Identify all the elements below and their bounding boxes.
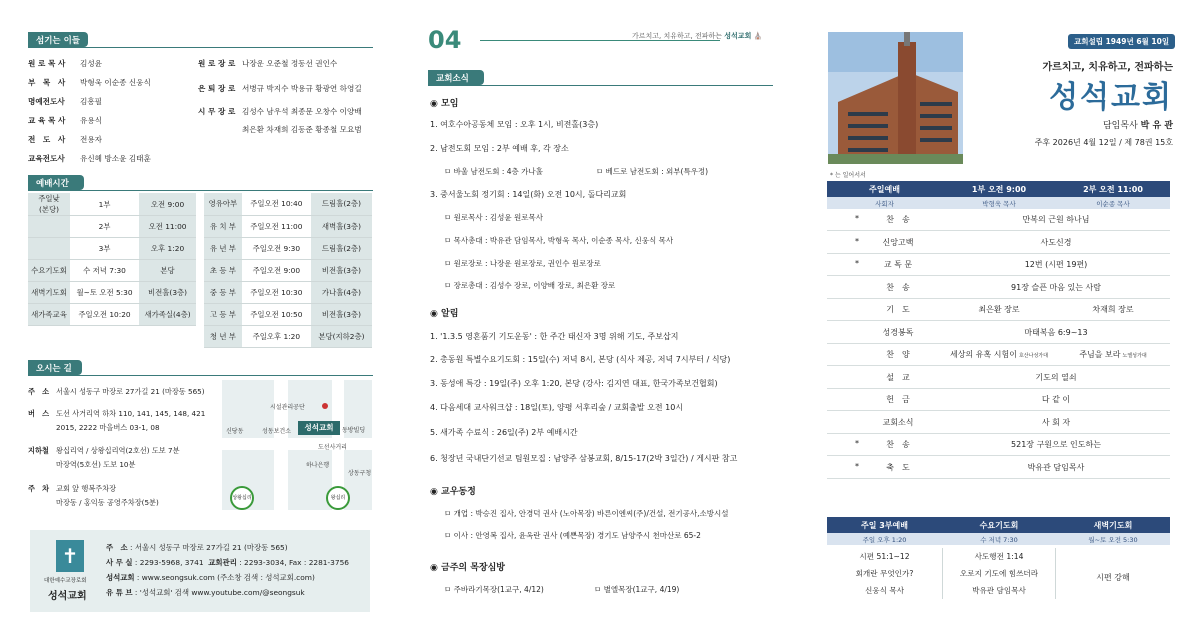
worship-order-row [827,232,1170,254]
order-item-value: 91장 슬픈 마음 있는 사람 [1011,282,1101,292]
direction-text: 도선 사거리역 하차 110, 141, 145, 148, 421 [56,409,206,418]
order-item-label: 찬 송 [886,215,910,224]
map-label: 동방빌딩 [342,427,366,434]
middle-panel [400,0,800,641]
table-row [28,304,196,326]
order-item-label: 기 도 [886,305,910,314]
label: 성석교회 [106,573,135,582]
order-item-label: 찬 송 [886,282,910,292]
order-item-value: 사 회 자 [1041,417,1071,427]
staff-row [28,77,151,88]
table-row [204,259,372,281]
staff-names: 김성윤 [80,59,103,68]
table-cell: 초 등 부 [204,259,242,281]
table-cell: 유 치 부 [204,215,242,237]
table-cell: 월~토 오전 5:30 [70,282,139,304]
direction-label: 버 스 [28,409,50,418]
table-cell: 주일낮 (본당) [28,193,70,216]
list-item: 4. 다음세대 교사워크샵 : 18일(토), 양평 서후리숲 / 교회출발 오전 10시 [430,403,684,412]
list-item: 5. 새가족 수료식 : 26일(주) 2부 예배시간 [430,428,578,437]
direction-label: 지하철 [28,446,49,455]
map-label: 성동보건소 [262,428,291,435]
staff-row [28,134,102,145]
direction-text: 서울시 성동구 마장로 27가길 21 (마장동 565) [56,387,205,396]
notices-heading: ◉ 알림 [430,309,459,319]
order-item-value: 세상의 유혹 시험이 호산나성가대 [950,350,1048,359]
table-cell: 새벽홀(3층) [311,215,372,237]
table-cell: 가나홀(4층) [311,281,372,303]
worship-order-row [827,277,1170,299]
staff-row [28,96,102,107]
staff-row [28,115,102,126]
order-item-label: 헌 금 [886,395,910,404]
staff-row [198,106,362,117]
table-cell: 주일오전 10:30 [242,281,311,303]
established-badge: 교회설립 1949년 6월 10일 [1068,34,1175,49]
worship-order-row [827,412,1170,434]
list-item: ㅁ 원로목사 : 김성윤 원로목사 [444,213,544,222]
table-cell: 영유아부 [204,193,242,215]
staff-names: 나장운 오준철 정동선 권인수 [242,59,338,68]
direction-text: 마장동 / 홍익동 공영주차장(5분) [56,498,159,507]
staff-role: 원 로 장 로 [198,59,236,68]
table-cell: 주일오전 10:20 [70,304,139,326]
table-row [204,237,372,259]
staff-role: 교 육 목 사 [28,116,66,125]
direction-label: 주 소 [28,387,50,396]
table-cell: 주일오전 11:00 [242,215,311,237]
label: 교회관리 [208,558,237,567]
table-cell: 비전홀(3층) [139,282,196,304]
staff-role: 전 도 사 [28,135,66,144]
staff-names: 최은환 차재희 김동준 황종철 모요범 [242,125,362,134]
table-cell: 수 저녁 7:30 [70,260,139,282]
servants-header: 섬기는 이들 [28,32,88,47]
order-item-label: 찬 양 [886,350,910,359]
worship-order-row [827,344,1170,366]
subway-station-icon: 상왕십리 [230,486,254,510]
order-item-value: 기도의 열쇠 [1035,372,1077,382]
worship-order-row [827,299,1170,321]
home-visit-heading: ◉ 금주의 목장심방 [430,563,505,573]
list-item: ㅁ 목사총대 : 박유관 담임목사, 박형욱 목사, 이순종 목사, 신웅식 목사 [444,236,674,245]
list-item: 6. 청장년 국내단기선교 팀원모집 : 남양주 삼봉교회, 8/15-17(2박 3일간) / 게시판 참고 [430,454,738,463]
order-item-value: 만복의 근원 하나님 [1022,215,1090,224]
divider [28,375,373,376]
staff-role: 부 목 사 [28,78,66,87]
table-cell: 주일오전 10:50 [242,303,311,325]
worship-order-subheader: 사회자 박형욱 목사 이순종 목사 [827,197,1170,209]
list-item: ㅁ 장로총대 : 김성수 장로, 이양배 장로, 최은환 장로 [444,281,616,290]
order-item-label: 교회소식 [882,417,914,427]
worship-order-row [827,434,1170,456]
directions-header: 오시는 길 [28,360,82,375]
other-services-subheader: 주일 오후 1:20 수 저녁 7:30 월~토 오전 5:30 [827,533,1170,545]
direction-row [28,460,135,470]
divider [28,190,373,191]
page-number: 04 [428,26,462,54]
staff-names: 유신혜 방소윤 김태훈 [80,154,151,163]
address-text: 서울시 성동구 마장로 27가길 21 (마장동 565) [134,543,288,552]
table-row [204,193,372,215]
worship-order-header: 주일예배 1부 오전 9:00 2부 오전 11:00 [827,181,1170,197]
website-link[interactable]: www.seongsuk.com (주소창 검색 : 성석교회.com) [141,573,315,582]
order-item-label: 신앙고백 [882,237,914,247]
worship-order-row [827,389,1170,411]
order-item-value: 12번 (시편 19편) [1024,260,1088,269]
church-building-photo [828,32,963,164]
standing-note: * 는 일어서서 [830,172,866,179]
list-item: ㅁ 개업 : 박승진 집사, 안경덕 권사 (노아목장) 바른이엔씨(주)/건설, 전기공사,소방시설 [444,509,729,518]
table-cell: 유 년 부 [204,237,242,259]
staff-row [198,83,362,94]
table-cell: 2부 [70,216,139,238]
church-news-header: 교회소식 [428,70,484,85]
staff-role: 원 로 목 사 [28,59,66,68]
direction-row [28,423,160,433]
list-item: 2. 남전도회 모임 : 2부 예배 후, 각 장소 [430,144,569,153]
map-label: 신당동 [226,428,244,435]
table-cell: 중 등 부 [204,281,242,303]
member-news-heading: ◉ 교우동정 [430,487,476,497]
visit-item: ㅁ 주바라기목장(1교구, 4/12) [444,585,544,594]
table-cell: 고 등 부 [204,303,242,325]
standing-mark: * [855,259,859,268]
direction-text: 2015, 2222 마을버스 03-1, 08 [56,423,160,432]
header-motto: 가르치고, 치유하고, 전파하는 성석교회 ⛪ [632,32,763,40]
map-pin-icon [322,403,328,409]
staff-names: 박형욱 이순종 신웅식 [80,78,151,87]
youtube-link[interactable]: '성석교회' 검색 www.youtube.com/@seongsuk [139,588,305,597]
divider [428,85,773,86]
left-panel [0,0,400,641]
order-item-value: 최은환 장로 [978,305,1020,314]
motto: 가르치고, 치유하고, 전파하는 [1042,62,1173,73]
table-cell: 오후 1:20 [139,238,196,260]
table-cell: 본당 [139,260,196,282]
staff-role: 시 무 장 로 [198,107,236,116]
order-item-label: 설 교 [886,372,910,382]
worship-order-row [827,254,1170,276]
table-row [204,281,372,303]
standing-mark: * [855,236,859,246]
subway-station-icon: 왕십리 [326,486,350,510]
table-cell: 청 년 부 [204,325,242,347]
staff-row [28,153,151,164]
direction-row [28,498,159,508]
church-symbol-icon: ⛪ [753,32,763,40]
staff-role: 교육전도사 [28,154,65,163]
other-services-header: 주일 3부예배 수요기도회 새벽기도회 [827,517,1170,533]
table-cell: 새가족교육 [28,304,70,326]
wednesday-service: 사도행전 1:14 오로지 기도에 힘쓰더라 박유관 담임목사 [942,548,1056,599]
senior-pastor: 담임목사 박 유 관 [1102,121,1173,131]
table-row [28,260,196,282]
worship-order-row [827,322,1170,344]
table-row [204,303,372,325]
worship-time-header: 예배시간 [28,175,84,190]
direction-row [28,484,116,494]
direction-text: 마장역(5호선) 도보 10분 [56,460,136,469]
table-cell: 본당(지하2층) [311,325,372,347]
order-item-label: 찬 송 [886,440,910,449]
table-row [28,193,196,216]
table-cell: 비전홀(3층) [311,259,372,281]
office-phone: 2293-5968, 3741 [139,558,204,567]
map-church-marker: 성석교회 [298,421,340,435]
label: 사 무 실 [106,558,133,567]
logo-name: 성석교회 [48,591,87,602]
table-cell: 주일오전 9:00 [242,259,311,281]
list-item: 3. 중서울노회 정기회 : 14일(화) 오전 10시, 돌다리교회 [430,190,627,199]
order-item-value: 주님을 보라 노엘성가대 [1079,350,1147,359]
order-item-value: 박유관 담임목사 [1027,462,1085,472]
list-item: ㅁ 바울 남전도회 : 4층 가나홀 [444,167,543,176]
staff-row [198,58,337,69]
table-cell: 주일오후 1:20 [242,325,311,347]
list-item: ㅁ 원로장로 : 나장운 원로장로, 권인수 원로장로 [444,259,601,268]
direction-row [28,446,180,456]
order-item-value: 마태복음 6:9~13 [1024,327,1088,337]
label: 유 튜 브 [106,588,133,597]
table-row [28,282,196,304]
direction-label: 주 차 [28,484,50,493]
church-name-title: 성석교회 [1049,80,1173,115]
table-cell: 수요기도회 [28,260,70,282]
order-item-value: 다 같 이 [1041,395,1071,404]
table-cell: 3부 [70,238,139,260]
table-cell [28,238,70,260]
dawn-service: 시편 강해 [1096,573,1130,582]
table-cell: 드림홀(2층) [311,237,372,259]
order-item-label: 성경봉독 [882,327,914,337]
list-item: 1. 여호수아공동체 모임 : 오후 1시, 비전홀(3층) [430,120,599,129]
direction-row [28,409,205,419]
order-item-label: 축 도 [886,462,910,472]
table-cell: 주일오전 9:30 [242,237,311,259]
contact-box: ✝ 대한예수교장로회 성석교회 주 소 : 서울시 성동구 마장로 27가길 21 (마장동 565) 사 무 실 : 2293-5968, 3741 교회관리 : 2293-3034, Fax : 2281-3756 성석교회 : www.seongsuk.com (주소창 검색 : 성석교회.com) 유 튜 브 : '성석교회' 검색 www.youtube.com/@seongsuk [30,530,370,612]
issue-info: 주후 2026년 4월 12일 / 제 78권 15호 [1034,138,1173,147]
table-cell: 주일오전 10:40 [242,193,311,215]
choir-name: 노엘성가대 [1122,353,1147,359]
list-item: 2. 총동원 특별수요기도회 : 15일(수) 저녁 8시, 본당 (식사 제공, 저녁 7시부터 / 식당) [430,355,731,364]
map-label: 시설관리공단 [270,404,305,411]
table-cell: 1부 [70,193,139,216]
worship-table-right [204,193,372,348]
table-row [28,238,196,260]
right-panel [800,0,1200,641]
worship-order-row [827,367,1170,389]
direction-text: 왕십리역 / 상왕십리역(2호선) 도보 7분 [56,446,180,455]
list-item: ㅁ 베드로 남전도회 : 외부(특우정) [596,167,709,176]
worship-order-row [827,209,1170,231]
staff-names: 김성수 남우석 최종문 오창수 이양배 [242,107,362,116]
location-map [222,380,372,510]
visit-item: ㅁ 별엘목장(1교구, 4/19) [594,585,680,594]
staff-names: 서병규 박지수 박용규 황광연 하영길 [242,84,362,93]
staff-names: 김흥필 [80,97,103,106]
table-cell: 새가족실(4층) [139,304,196,326]
list-item: ㅁ 이사 : 안영복 집사, 윤옥란 권사 (예쁜목장) 경기도 남양주시 천마산로 65-2 [444,531,701,540]
table-row [204,215,372,237]
table-cell: 새벽기도회 [28,282,70,304]
direction-row [28,387,205,397]
staff-names: 전용자 [80,135,103,144]
staff-role: 명예전도사 [28,97,65,106]
staff-row [28,58,102,69]
map-label: 상동구청 [348,470,372,477]
order-item-value: 차재희 장로 [1092,305,1134,314]
staff-row [198,124,362,135]
direction-text: 교회 앞 행복주차장 [56,484,117,493]
logo-subtitle: 대한예수교장로회 [44,578,87,584]
order-item-value: 사도신경 [1040,237,1072,247]
list-item: 3. 동성애 특강 : 19일(주) 오후 1:20, 본당 (강사: 김지연 대표, 한국가족보건협회) [430,379,718,388]
standing-mark: * [855,439,859,448]
order-item-label: 교 독 문 [883,260,913,269]
table-row [204,325,372,347]
order-item-value: 521장 구원으로 인도하는 [1011,440,1101,449]
table-cell: 드림홀(2층) [311,193,372,215]
map-label: 하나은행 [306,462,330,469]
divider [28,47,373,48]
table-cell: 비전홀(3층) [311,303,372,325]
worship-table-left [28,193,196,326]
sunday-third-service: 시편 51:1~12 회개란 무엇인가? 신웅식 목사 [855,552,914,595]
admin-phone: 2293-3034, Fax : 2281-3756 [244,558,349,567]
church-logo-icon: ✝ [56,540,84,572]
standing-mark: * [855,461,859,471]
choir-name: 호산나성가대 [1018,353,1048,359]
table-cell: 오전 11:00 [139,216,196,238]
table-cell [28,216,70,238]
label: 주 소 [106,543,128,552]
staff-names: 유용식 [80,116,103,125]
table-row [28,216,196,238]
table-cell: 오전 9:00 [139,193,196,216]
staff-role: 은 퇴 장 로 [198,84,236,93]
list-item: 1. '1.3.5 영혼품기 기도운동' : 한 주간 태신자 3명 위해 기도, 주보삽지 [430,332,679,341]
meetings-heading: ◉ 모임 [430,99,459,109]
worship-order-row [827,457,1170,479]
standing-mark: * [855,214,859,223]
map-label: 도선사거리 [318,444,347,451]
